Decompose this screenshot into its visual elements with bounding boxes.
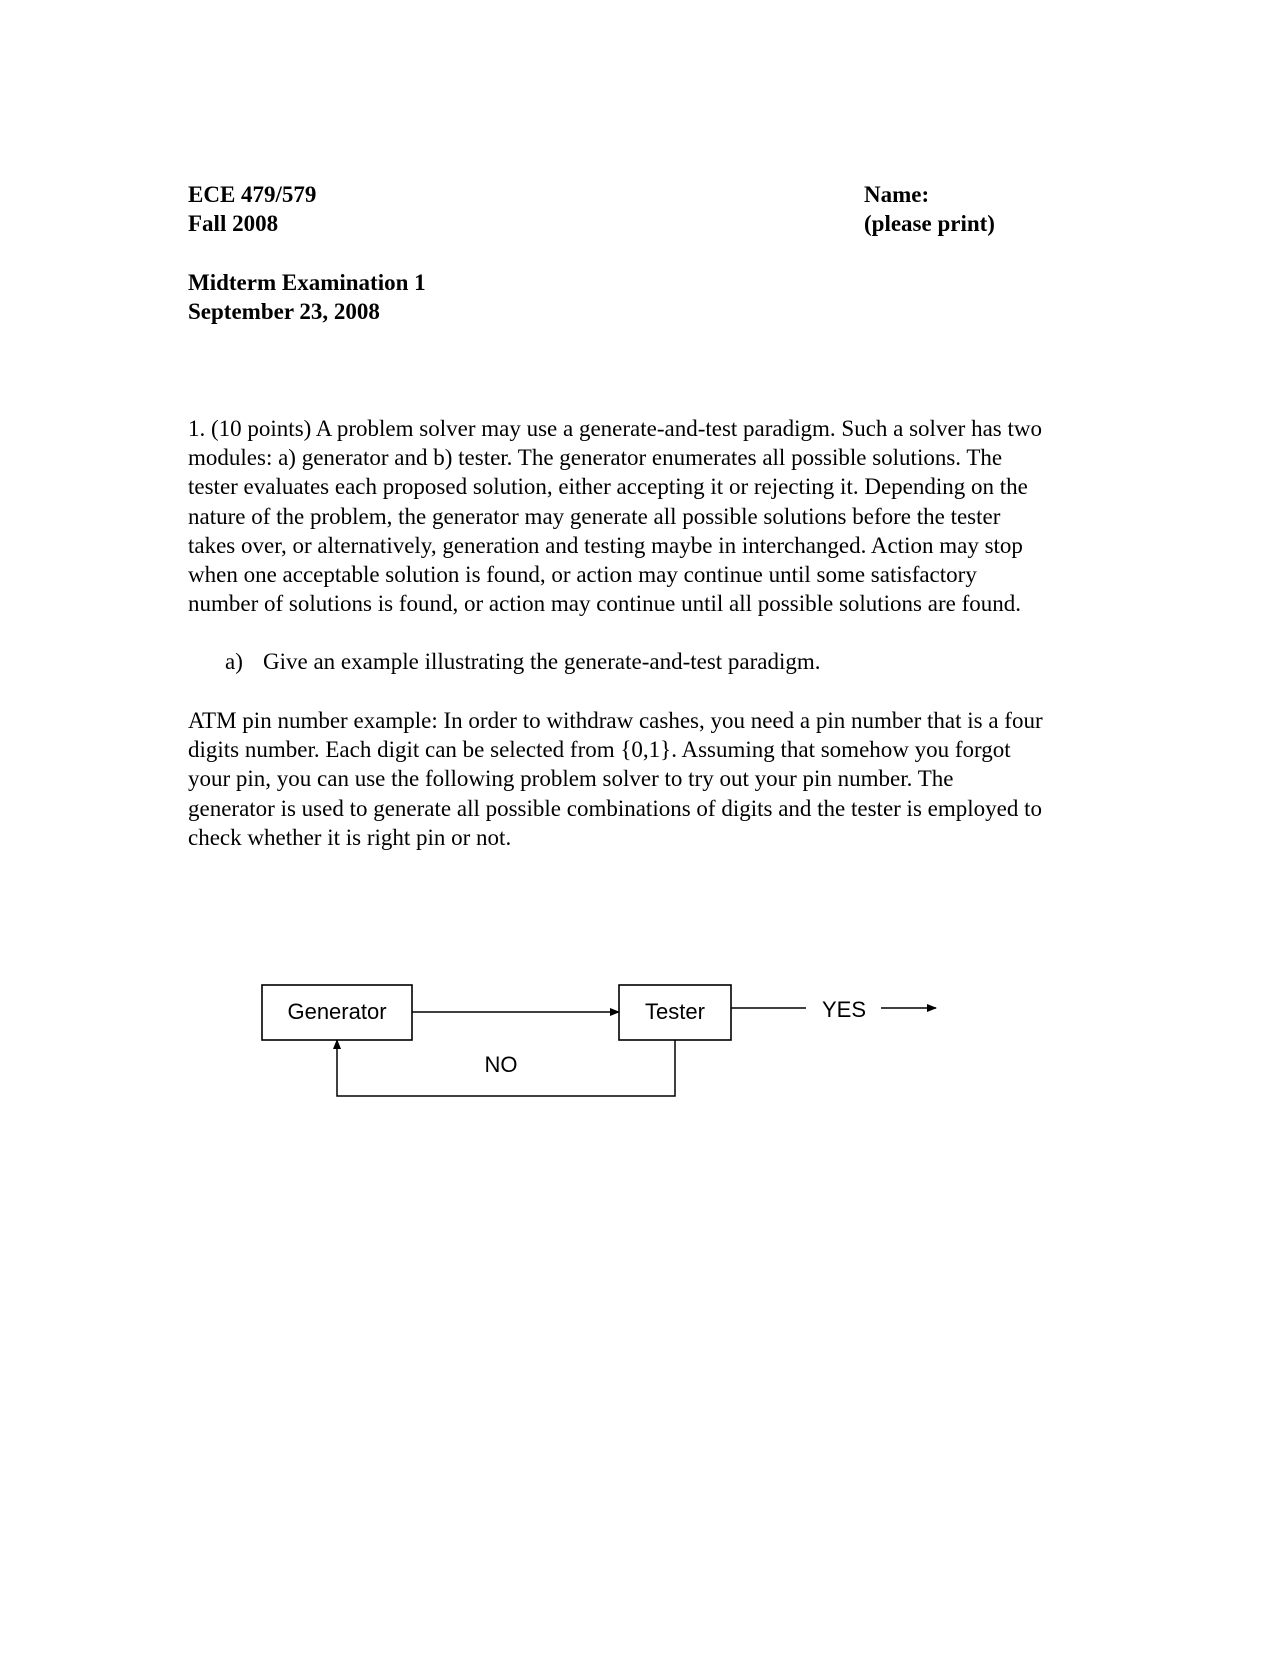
- question-1-line: modules: a) generator and b) tester. The generator enumerates all possible solutions. The: [188, 445, 1003, 471]
- tester-label: Tester: [645, 998, 705, 1024]
- answer-line: generator is used to generate all possible combinations of digits and the tester is employed to: [188, 795, 1042, 821]
- name-hint: (please print): [864, 211, 995, 236]
- part-a-marker: a): [225, 649, 243, 674]
- question-1-line: number of solutions is found, or action may continue until all possible solutions are found.: [188, 591, 1021, 617]
- generator-label: Generator: [287, 998, 387, 1024]
- yes-label: YES: [822, 996, 867, 1022]
- question-1-line: nature of the problem, the generator may generate all possible solutions before the tester: [188, 503, 1001, 529]
- no-label: NO: [484, 1051, 518, 1077]
- course-code: ECE 479/579: [188, 182, 317, 207]
- answer-line: check whether it is right pin or not.: [188, 824, 512, 850]
- name-label: Name:: [864, 182, 930, 207]
- question-1-line: tester evaluates each proposed solution, either accepting it or rejecting it. Depending on the: [188, 474, 1028, 500]
- answer-line: digits number. Each digit can be selected from {0,1}. Assuming that somehow you forgot: [188, 737, 1011, 763]
- course-term: Fall 2008: [188, 211, 279, 236]
- question-1-line: 1. (10 points) A problem solver may use a generate-and-test paradigm. Such a solver has two: [188, 416, 1042, 441]
- part-a-text: Give an example illustrating the generate-and-test paradigm.: [263, 649, 821, 674]
- question-1-line: takes over, or alternatively, generation and testing maybe in interchanged. Action may stop: [188, 532, 1023, 558]
- exam-title: Midterm Examination 1: [188, 270, 426, 295]
- answer-line: your pin, you can use the following problem solver to try out your pin number. The: [188, 766, 954, 792]
- exam-date: September 23, 2008: [188, 299, 380, 324]
- question-1-line: when one acceptable solution is found, or action may continue until some satisfactory: [188, 562, 977, 588]
- answer-line: ATM pin number example: In order to withdraw cashes, you need a pin number that is a four: [188, 708, 1043, 733]
